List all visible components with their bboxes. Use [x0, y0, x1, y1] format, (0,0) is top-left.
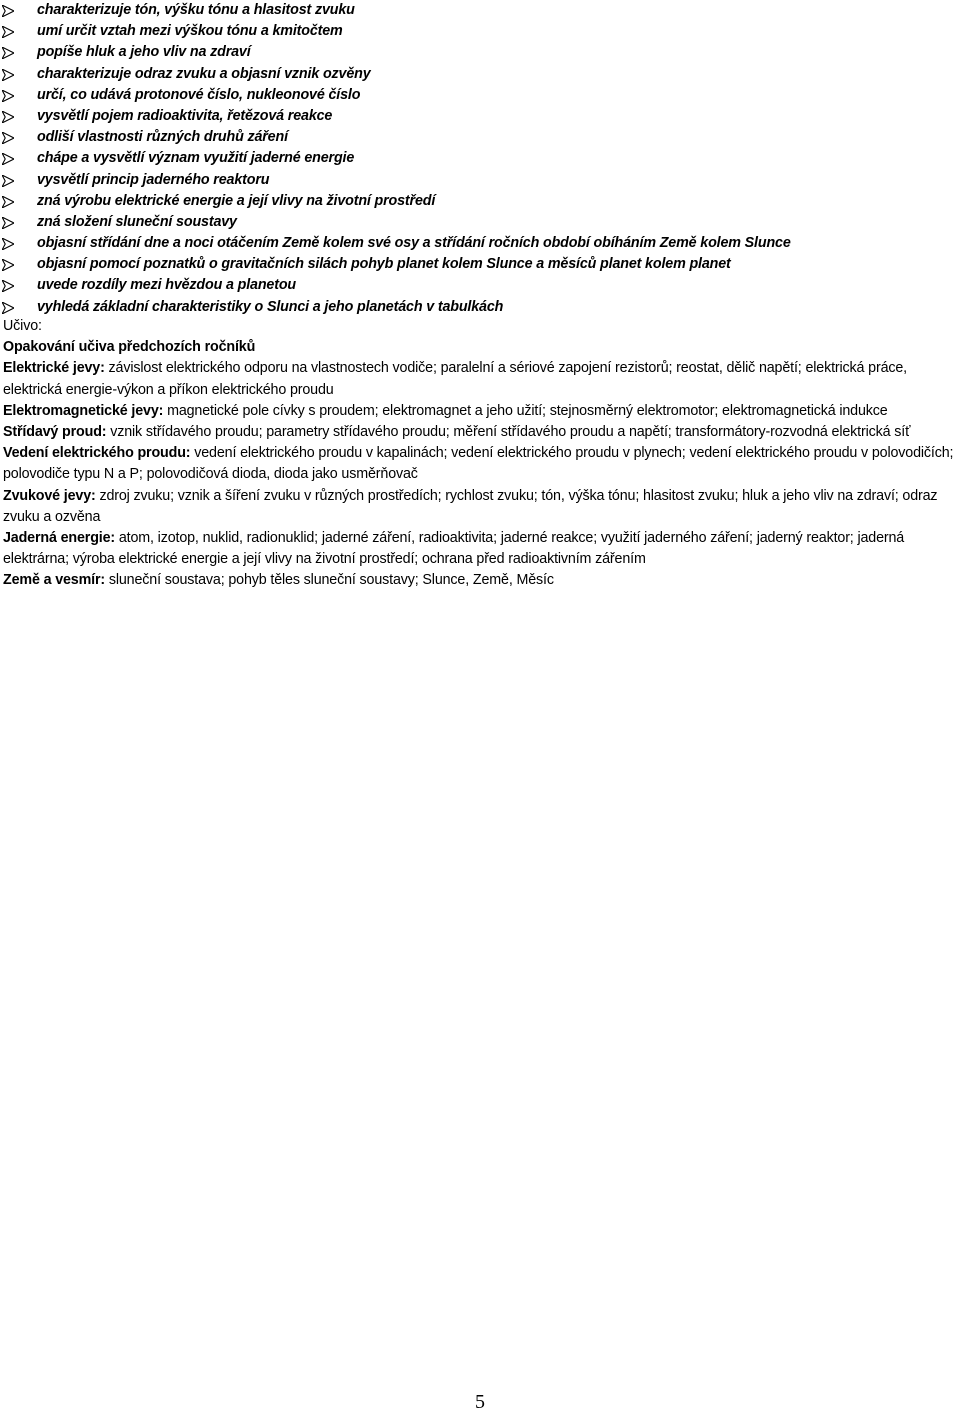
list-item-text: objasní pomocí poznatků o gravitačních silách pohyb planet kolem Slunce a měsíců planet kolem planet: [37, 256, 731, 273]
list-item: [0, 106, 955, 127]
topic-label: Zvukové jevy:: [3, 487, 96, 504]
list-item-text: zná složení sluneční soustavy: [37, 213, 237, 230]
topic-text: atom, izotop, nuklid, radionuklid; jaderné záření, radioaktivita; jaderné reakce; využití jaderného záření; jaderný reaktor; jaderná elektrárna; výroba elektrické energie a její vlivy na životní prostředí; ochrana před radioaktivním zářením: [3, 530, 905, 568]
list-item: [0, 170, 955, 191]
topic-label: Elektrické jevy:: [3, 360, 105, 377]
arrowhead-bullet-icon: [2, 191, 16, 212]
list-item-text: objasní střídání dne a noci otáčením Země kolem své osy a střídání ročních období obíháním Země kolem Slunce: [37, 235, 791, 252]
list-item-text: chápe a vysvětlí význam využití jaderné energie: [37, 150, 355, 167]
arrowhead-bullet-icon: [2, 148, 16, 169]
list-item-text: vyhledá základní charakteristiky o Slunci a jeho planetách v tabulkách: [37, 298, 504, 315]
list-item-text: zná výrobu elektrické energie a její vlivy na životní prostředí: [37, 192, 436, 209]
list-item-text: uvede rozdíly mezi hvězdou a planetou: [37, 277, 296, 294]
list-item: [0, 275, 955, 296]
list-item: [0, 21, 955, 42]
topic-earth-and-space: [3, 570, 955, 591]
topic-label: Země a vesmír:: [3, 572, 106, 589]
arrowhead-bullet-icon: [2, 127, 16, 148]
list-item: [0, 0, 955, 21]
list-item-text: vysvětlí pojem radioaktivita, řetězová reakce: [37, 107, 333, 124]
arrowhead-bullet-icon: [2, 275, 16, 296]
arrowhead-bullet-icon: [2, 42, 16, 63]
arrowhead-bullet-icon: [2, 170, 16, 191]
list-item-text: charakterizuje odraz zvuku a objasní vznik ozvěny: [37, 65, 371, 82]
topic-text: zdroj zvuku; vznik a šíření zvuku v různých prostředích; rychlost zvuku; tón, výška tónu; hlasitost zvuku; hluk a jeho vliv na zdraví; odraz zvuku a ozvěna: [3, 487, 938, 525]
arrowhead-bullet-icon: [2, 106, 16, 127]
list-item: [0, 212, 955, 233]
list-item-text: odliší vlastnosti různých druhů záření: [37, 129, 288, 146]
topic-electric-phenomena: [3, 358, 955, 400]
topic-label: Elektromagnetické jevy:: [3, 402, 164, 419]
arrowhead-bullet-icon: [2, 212, 16, 233]
topic-text: závislost elektrického odporu na vlastnostech vodiče; paralelní a sériové zapojení rezistorů; reostat, dělič napětí; elektrická práce, elektrická energie-výkon a příkon elektrického proudu: [3, 360, 907, 398]
list-item: [0, 85, 955, 106]
topic-label: Střídavý proud:: [3, 423, 107, 440]
list-item-text: charakterizuje tón, výšku tónu a hlasitost zvuku: [37, 2, 355, 18]
topic-electromagnetic-phenomena: [3, 401, 955, 422]
list-item: [0, 42, 955, 63]
topic-text: vznik střídavého proudu; parametry střídavého proudu; měření střídavého proudu a napětí; transformátory-rozvodná elektrická síť: [106, 423, 911, 440]
list-item-text: popíše hluk a jeho vliv na zdraví: [37, 44, 251, 61]
topic-text: vedení elektrického proudu v kapalinách; vedení elektrického proudu v plynech; vedení elektrického proudu v polovodičích; polovodiče typu N a P; polovodičová dioda, dioda jako usměrňovač: [3, 445, 954, 483]
list-item-text: vysvětlí princip jaderného reaktoru: [37, 171, 270, 188]
topic-text: magnetické pole cívky s proudem; elektromagnet a jeho užití; stejnosměrný elektromotor; elektromagnetická indukce: [163, 402, 888, 419]
topic-current-conduction: [3, 443, 955, 485]
topic-alternating-current: [3, 422, 955, 443]
review-heading: Opakování učiva předchozích ročníků: [3, 339, 256, 356]
curriculum-heading: Učivo:: [3, 318, 42, 334]
list-item: [0, 127, 955, 148]
list-item: [0, 148, 955, 169]
list-item: [0, 297, 955, 318]
page-number: 5: [475, 1391, 485, 1413]
list-item-text: určí, co udává protonové číslo, nukleonové číslo: [37, 86, 361, 103]
arrowhead-bullet-icon: [2, 233, 16, 254]
list-item: [0, 233, 955, 254]
arrowhead-bullet-icon: [2, 0, 16, 21]
topic-label: Jaderná energie:: [3, 530, 116, 546]
arrowhead-bullet-icon: [2, 254, 16, 275]
topic-text: sluneční soustava; pohyb těles sluneční soustavy; Slunce, Země, Měsíc: [105, 572, 554, 589]
curriculum-section: [3, 316, 955, 592]
arrowhead-bullet-icon: [2, 21, 16, 42]
list-item-text: umí určit vztah mezi výškou tónu a kmitočtem: [37, 23, 343, 40]
topic-sound-phenomena: [3, 486, 955, 528]
topic-nuclear-energy: [3, 528, 955, 570]
list-item: [0, 64, 955, 85]
arrowhead-bullet-icon: [2, 85, 16, 106]
arrowhead-bullet-icon: [2, 297, 16, 318]
list-item: [0, 254, 955, 275]
learning-outcomes-list: [0, 0, 955, 318]
list-item: [0, 191, 955, 212]
arrowhead-bullet-icon: [2, 64, 16, 85]
topic-label: Vedení elektrického proudu:: [3, 445, 191, 462]
